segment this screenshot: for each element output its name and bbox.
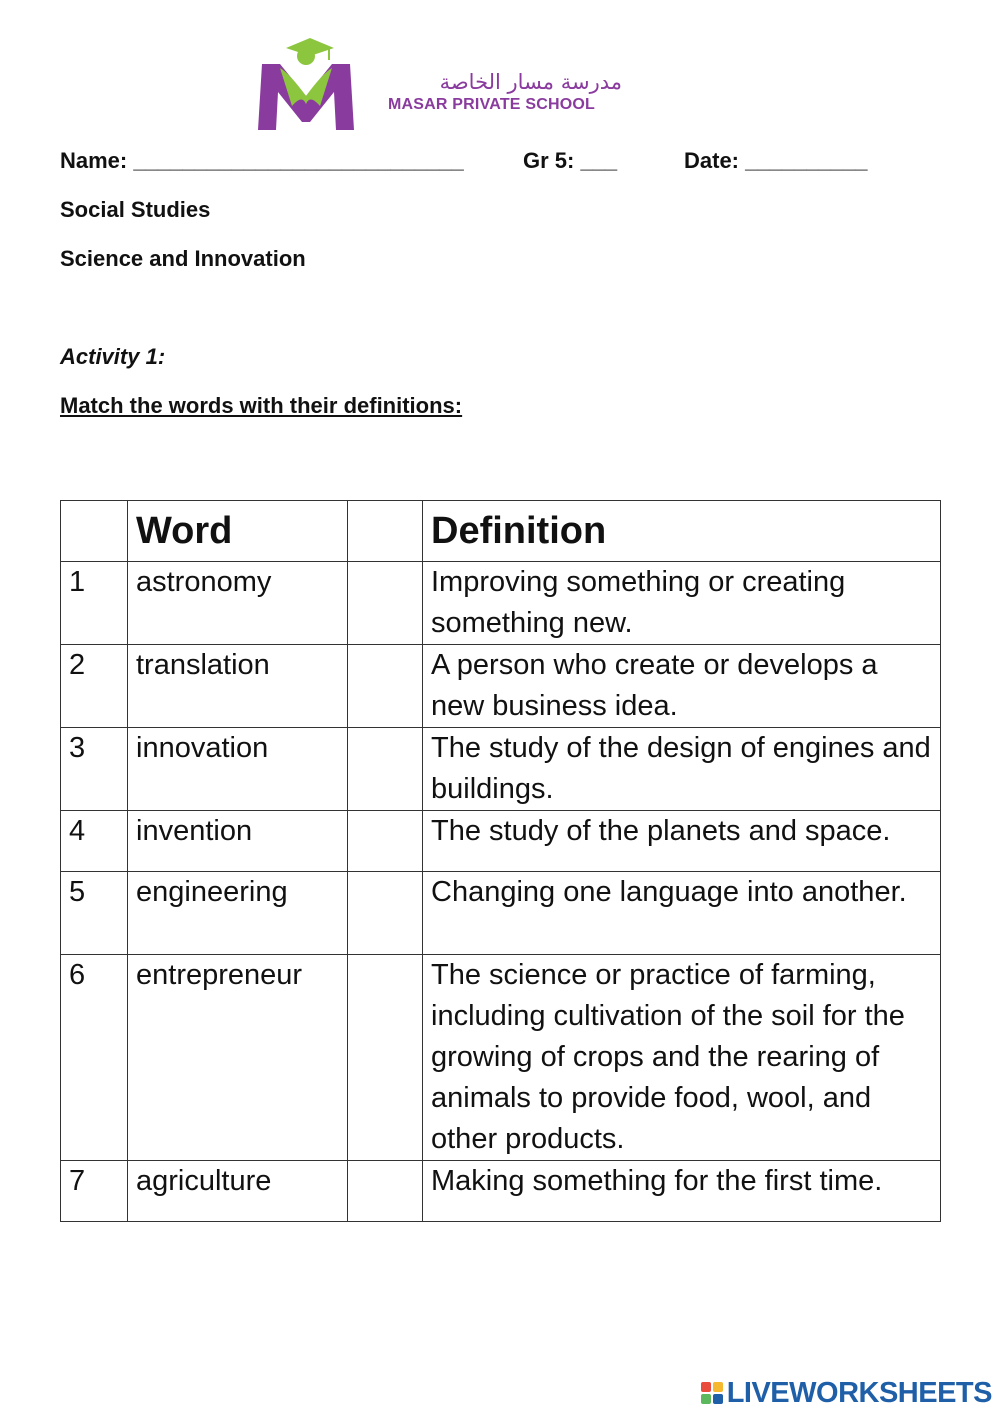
answer-cell[interactable] [348,872,423,955]
brand-text: LIVEWORKSHEETS [726,1376,992,1409]
brand-square [713,1382,723,1392]
row-word: innovation [128,728,348,811]
school-logo [250,34,630,134]
masar-logo-icon [250,34,370,134]
table-row [61,645,941,728]
brand-squares-icon [701,1382,723,1404]
school-name-arabic: مدرسة مسار الخاصة [439,70,622,94]
table-row [61,562,941,645]
answer-cell[interactable] [348,811,423,872]
row-word: invention [128,811,348,872]
row-word: entrepreneur [128,955,348,1161]
row-definition: The science or practice of farming, including cultivation of the soil for the growing of crops and the rearing of animals to provide food, wool, and other products. [423,955,941,1161]
subject-title: Social Studies [60,197,211,222]
liveworksheets-brand[interactable] [701,1378,992,1408]
answer-cell[interactable] [348,728,423,811]
header-answer [348,501,423,562]
row-definition: The study of the planets and space. [423,811,941,872]
table-row [61,955,941,1161]
row-number: 4 [61,811,128,872]
grade-field[interactable]: Gr 5: ___ [523,148,618,173]
activity-label: Activity 1: [60,344,166,369]
header-number [61,501,128,562]
header-definition: Definition [423,501,941,562]
row-definition: Making something for the first time. [423,1161,941,1222]
answer-cell[interactable] [348,955,423,1161]
answer-cell[interactable] [348,645,423,728]
row-number: 3 [61,728,128,811]
row-number: 7 [61,1161,128,1222]
table-row [61,811,941,872]
matching-table [60,500,941,1222]
name-field[interactable]: Name: ___________________________ [60,148,464,173]
date-field[interactable]: Date: __________ [684,148,868,173]
row-definition: Improving something or creating something new. [423,562,941,645]
header-word: Word [128,501,348,562]
table-row [61,1161,941,1222]
answer-cell[interactable] [348,562,423,645]
instruction-text: Match the words with their definitions: [60,393,463,418]
row-definition: The study of the design of engines and buildings. [423,728,941,811]
row-number: 1 [61,562,128,645]
row-definition: A person who create or develops a new business idea. [423,645,941,728]
row-word: engineering [128,872,348,955]
row-number: 2 [61,645,128,728]
row-word: translation [128,645,348,728]
unit-title: Science and Innovation [60,246,306,271]
row-number: 5 [61,872,128,955]
table-header-row [61,501,941,562]
row-word: astronomy [128,562,348,645]
row-word: agriculture [128,1161,348,1222]
brand-square [701,1382,711,1392]
row-number: 6 [61,955,128,1161]
table-row [61,728,941,811]
school-name-latin: MASAR PRIVATE SCHOOL [388,96,595,113]
brand-square [713,1394,723,1404]
brand-square [701,1394,711,1404]
row-definition: Changing one language into another. [423,872,941,955]
answer-cell[interactable] [348,1161,423,1222]
table-row [61,872,941,955]
